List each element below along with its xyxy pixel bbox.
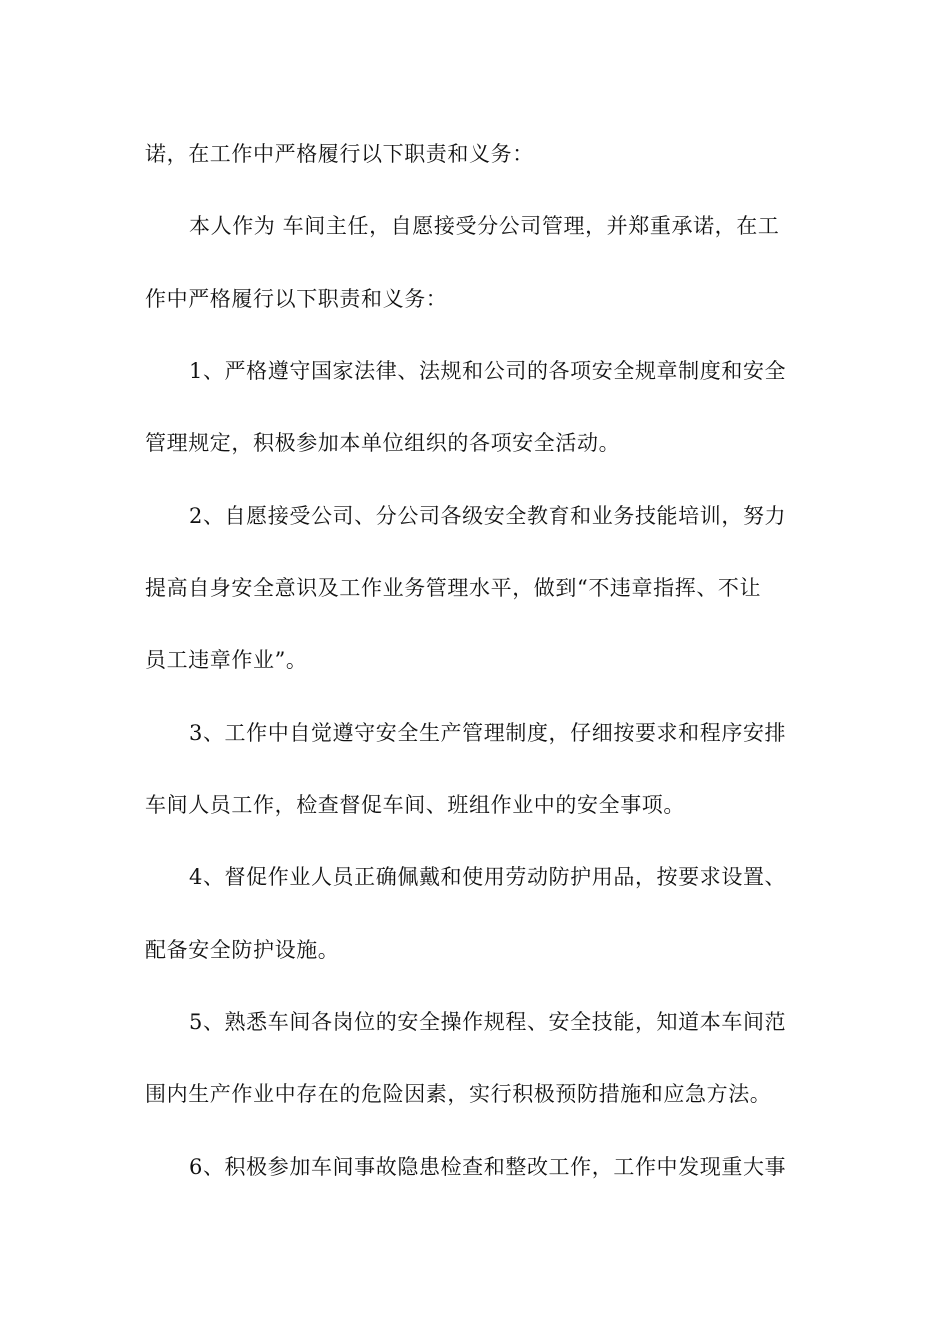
text-line: 提高自身安全意识及工作业务管理水平，做到“不违章指挥、不让 (145, 576, 762, 600)
text-line: 诺，在工作中严格履行以下职责和义务： (145, 142, 534, 166)
list-item-4-line: 4、督促作业人员正确佩戴和使用劳动防护用品，按要求设置、 (189, 865, 787, 889)
text-line: 车间人员工作，检查督促车间、班组作业中的安全事项。 (145, 793, 685, 817)
list-item-5-line: 5、熟悉车间各岗位的安全操作规程、安全技能，知道本车间范 (189, 1010, 787, 1034)
list-item-2-line: 2、自愿接受公司、分公司各级安全教育和业务技能培训，努力 (189, 504, 787, 528)
list-item-1-line: 1、严格遵守国家法律、法规和公司的各项安全规章制度和安全 (189, 359, 787, 383)
paragraph-line: 本人作为 车间主任，自愿接受分公司管理，并郑重承诺，在工 (189, 214, 780, 238)
text-line: 围内生产作业中存在的危险因素，实行积极预防措施和应急方法。 (145, 1082, 772, 1106)
list-item-6-line: 6、积极参加车间事故隐患检查和整改工作，工作中发现重大事 (189, 1155, 787, 1179)
text-line: 管理规定，积极参加本单位组织的各项安全活动。 (145, 431, 621, 455)
text-line: 配备安全防护设施。 (145, 938, 340, 962)
text-line: 员工违章作业”。 (145, 648, 308, 672)
list-item-3-line: 3、工作中自觉遵守安全生产管理制度，仔细按要求和程序安排 (189, 721, 787, 745)
text-line: 作中严格履行以下职责和义务： (145, 287, 448, 311)
